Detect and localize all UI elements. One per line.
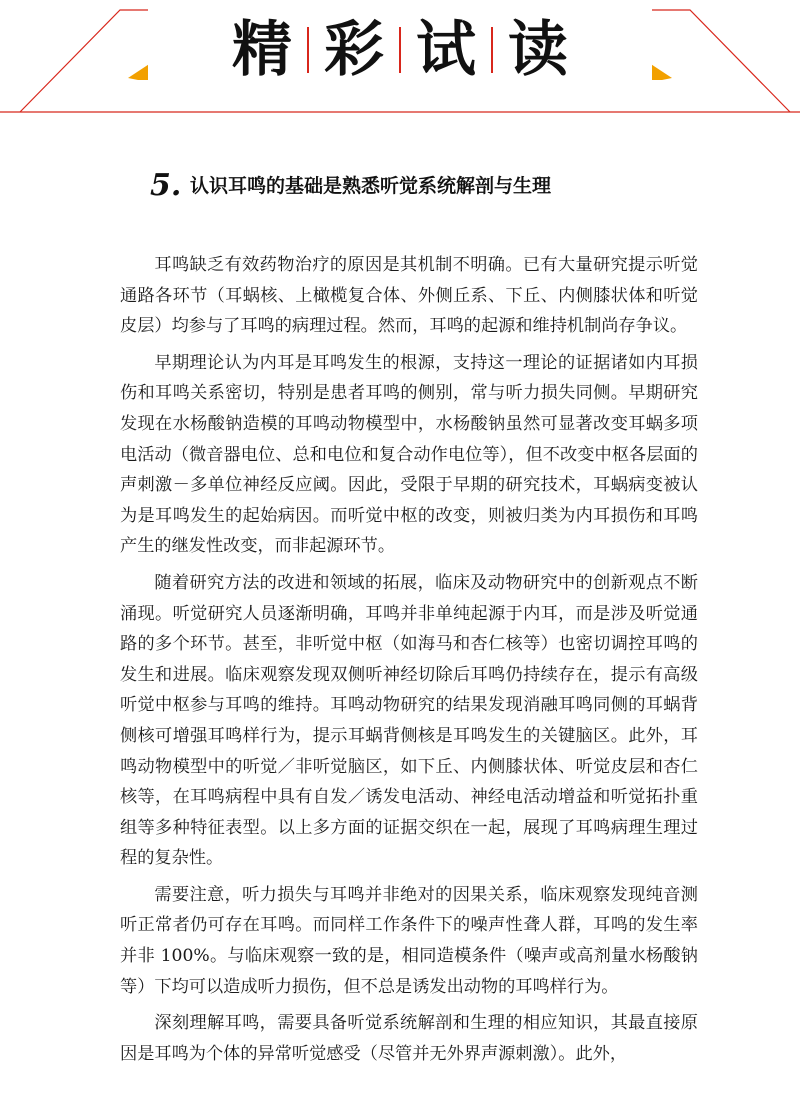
section-heading [150, 168, 551, 203]
banner-char-3: 试 [416, 15, 476, 85]
banner-title [148, 8, 652, 92]
banner-char-2: 彩 [324, 15, 384, 85]
section-number: 5. [150, 168, 182, 203]
paragraph: 随着研究方法的改进和领域的拓展，临床及动物研究中的创新观点不断涌现。听觉研究人员逐渐明确，耳鸣并非单纯起源于内耳，而是涉及听觉通路的多个环节。甚至，非听觉中枢（如海马和杏仁核等）也密切调控耳鸣的发生和进展。临床观察发现双侧听神经切除后耳鸣仍持续存在，提示有高级听觉中枢参与耳鸣的维持。耳鸣动物研究的结果发现消融耳鸣同侧的耳蜗背侧核可增强耳鸣样行为，提示耳蜗背侧核是耳鸣发生的关键脑区。此外，耳鸣动物模型中的听觉／非听觉脑区，如下丘、内侧膝状体、听觉皮层和杏仁核等，在耳鸣病程中具有自发／诱发电活动、神经电活动增益和听觉拓扑重组等多种特征表型。以上多方面的证据交织在一起，展现了耳鸣病理生理过程的复杂性。 [120, 572, 698, 869]
paragraph: 深刻理解耳鸣，需要具备听觉系统解剖和生理的相应知识，其最直接原因是耳鸣为个体的异常听觉感受（尽管并无外界声源刺激）。此外， [120, 1013, 698, 1064]
paragraph: 早期理论认为内耳是耳鸣发生的根源，支持这一理论的证据诸如内耳损伤和耳鸣关系密切，特别是患者耳鸣的侧别，常与听力损失同侧。早期研究发现在水杨酸钠造模的耳鸣动物模型中，水杨酸钠虽然可显著改变耳蜗多项电活动（微音器电位、总和电位和复合动作电位等），但不改变中枢各层面的声刺激－多单位神经反应阈。因此，受限于早期的研究技术，耳蜗病变被认为是耳鸣发生的起始病因。而听觉中枢的改变，则被归类为内耳损伤和耳鸣产生的继发性改变，而非起源环节。 [120, 352, 698, 557]
article-body [120, 250, 698, 1075]
paragraph: 耳鸣缺乏有效药物治疗的原因是其机制不明确。已有大量研究提示听觉通路各环节（耳蜗核、上橄榄复合体、外侧丘系、下丘、内侧膝状体和听觉皮层）均参与了耳鸣的病理过程。然而，耳鸣的起源和维持机制尚存争议。 [120, 255, 698, 337]
banner-char-1: 精 [232, 15, 292, 85]
section-title-text: 认识耳鸣的基础是熟悉听觉系统解剖与生理 [189, 175, 551, 197]
banner-char-4: 读 [508, 15, 568, 85]
paragraph: 需要注意，听力损失与耳鸣并非绝对的因果关系，临床观察发现纯音测听正常者仍可存在耳鸣。而同样工作条件下的噪声性聋人群，耳鸣的发生率并非 100%。与临床观察一致的是，相同造模条件（噪声或高剂量水杨酸钠等）下均可以造成听力损伤，但不总是诱发出动物的耳鸣样行为。 [120, 884, 698, 997]
